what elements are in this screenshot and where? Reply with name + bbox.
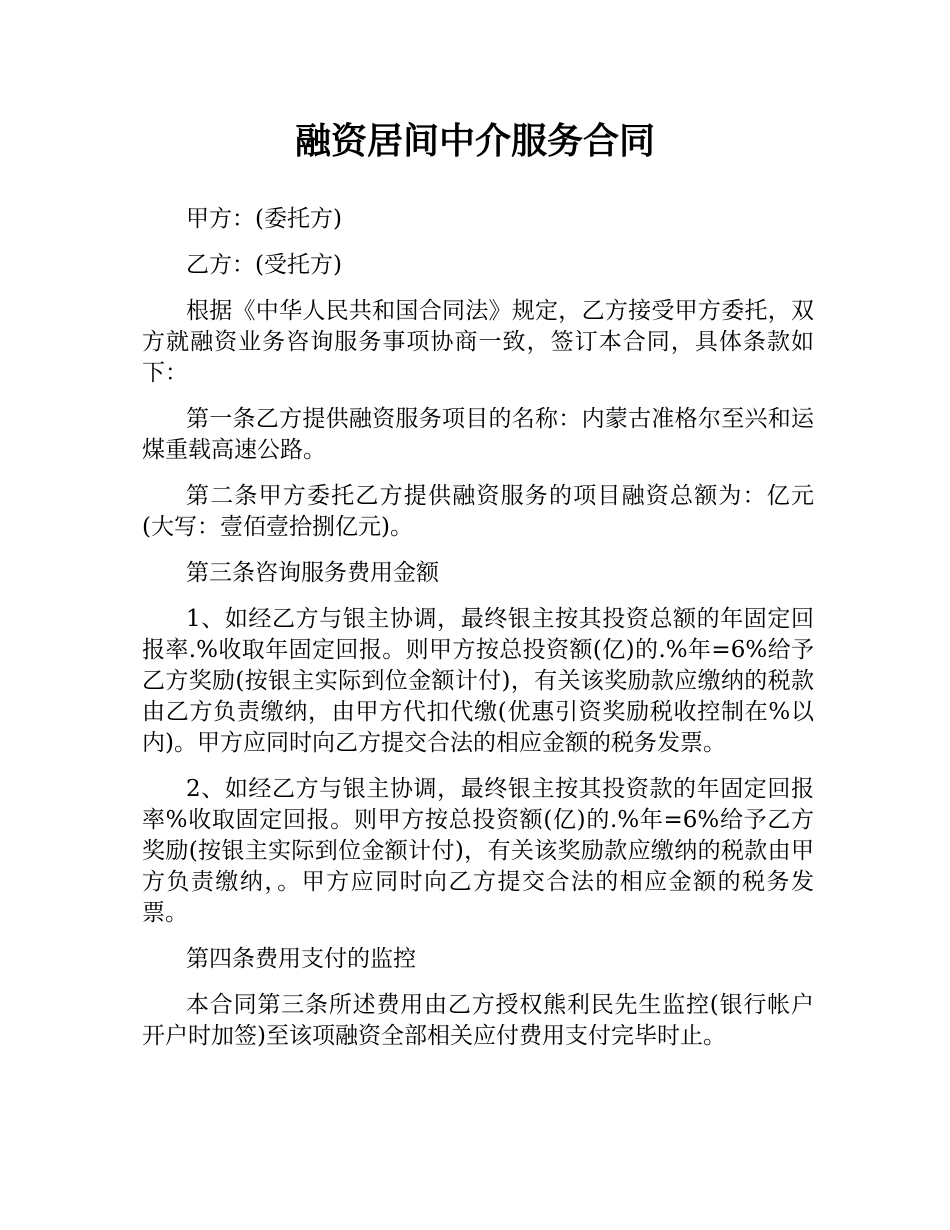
preamble-paragraph: 根据《中华人民共和国合同法》规定，乙方接受甲方委托，双方就融资业务咨询服务事项协商一致，签订本合同，具体条款如下： [142, 298, 814, 386]
article-3-clause-2: 2、如经乙方与银主协调，最终银主按其投资款的年固定回报率%收取固定回报。则甲方按总投资额(亿)的.%年=6%给予乙方奖励(按银主实际到位金额计付)，有关该奖励款应缴纳的税款由甲方负责缴纳，。甲方应同时向乙方提交合法的相应金额的税务发票。 [142, 776, 814, 926]
article-3-heading: 第三条咨询服务费用金额 [186, 560, 439, 586]
document-title: 融资居间中介服务合同 [294, 121, 655, 162]
article-2-paragraph: 第二条甲方委托乙方提供融资服务的项目融资总额为：亿元(大写：壹佰壹拾捌亿元)。 [142, 483, 814, 540]
article-1-paragraph: 第一条乙方提供融资服务项目的名称：内蒙古准格尔至兴和运煤重载高速公路。 [142, 406, 814, 463]
article-4-paragraph: 本合同第三条所述费用由乙方授权熊利民先生监控(银行帐户开户时加签)至该项融资全部相关应付费用支付完毕时止。 [142, 992, 814, 1049]
document-body [142, 204, 814, 1067]
article-3-clause-1: 1、如经乙方与银主协调，最终银主按其投资总额的年固定回报率.%收取年固定回报。则甲方按总投资额(亿)的.%年=6%给予乙方奖励(按银主实际到位金额计付)，有关该奖励款应缴纳的税款由乙方负责缴纳，由甲方代扣代缴(优惠引资奖励税收控制在%以内)。甲方应同时向乙方提交合法的相应金额的税务发票。 [142, 606, 814, 756]
party-a-line: 甲方：(委托方) [186, 206, 342, 232]
party-b-line: 乙方：(受托方) [186, 252, 342, 278]
article-4-heading: 第四条费用支付的监控 [186, 946, 416, 972]
